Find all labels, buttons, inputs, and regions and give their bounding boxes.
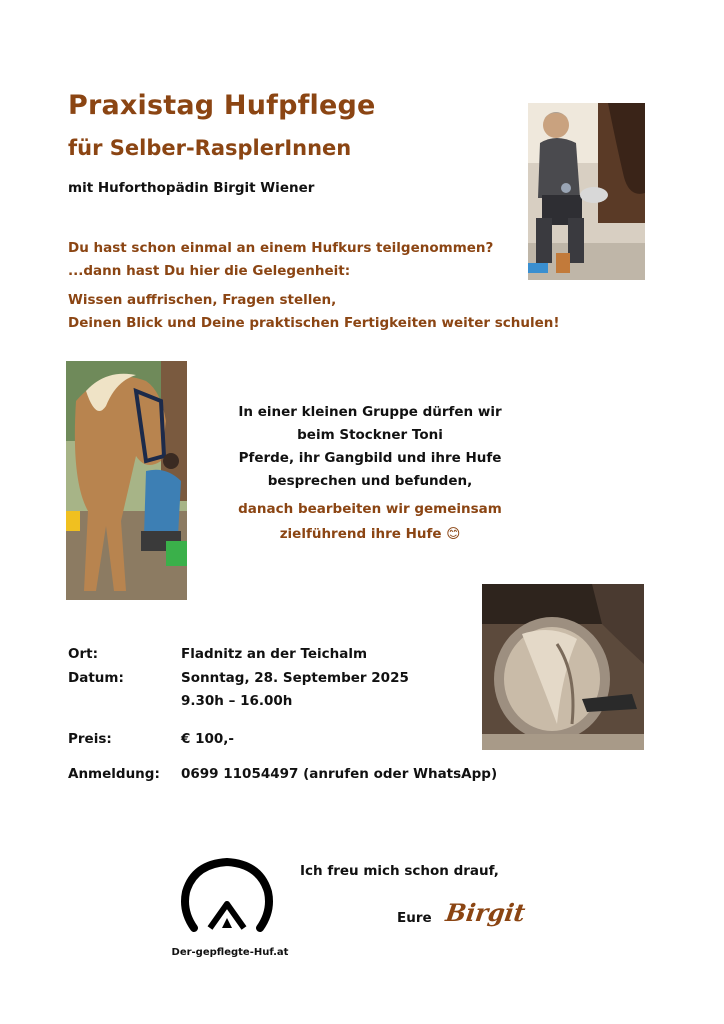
photo-horse-hoof-check bbox=[66, 361, 187, 600]
page-subtitle: für Selber-RasplerInnen bbox=[68, 136, 352, 160]
intro-line-3: Wissen auffrischen, Fragen stellen, bbox=[68, 292, 337, 308]
intro-line-4: Deinen Blick und Deine praktischen Fertigkeiten weiter schulen! bbox=[68, 315, 560, 331]
anmeldung-value: 0699 11054497 (anrufen oder WhatsApp) bbox=[181, 766, 498, 782]
description-line-4: besprechen und befunden, bbox=[267, 473, 473, 489]
description-line-5: danach bearbeiten wir gemeinsam bbox=[238, 501, 502, 517]
preis-label: Preis: bbox=[68, 731, 112, 747]
hoof-logo-icon bbox=[180, 856, 274, 936]
intro-line-2: ...dann hast Du hier die Gelegenheit: bbox=[68, 263, 351, 279]
ort-value: Fladnitz an der Teichalm bbox=[181, 646, 368, 662]
byline: mit Huforthopädin Birgit Wiener bbox=[68, 180, 315, 196]
photo-hoof-closeup bbox=[482, 584, 644, 750]
closing-text: Ich freu mich schon drauf, bbox=[300, 863, 499, 879]
description-line-3: Pferde, ihr Gangbild und ihre Hufe bbox=[238, 450, 502, 466]
eure-text: Eure bbox=[397, 910, 432, 926]
preis-value: € 100,- bbox=[181, 731, 235, 747]
signature: Birgit bbox=[443, 898, 528, 927]
description-line-6: zielführend ihre Hufe 😊 bbox=[279, 526, 461, 542]
ort-label: Ort: bbox=[68, 646, 98, 662]
description-line-2: beim Stockner Toni bbox=[297, 427, 443, 443]
time-value: 9.30h – 16.00h bbox=[181, 693, 293, 709]
logo-caption: Der-gepflegte-Huf.at bbox=[171, 947, 289, 958]
datum-label: Datum: bbox=[68, 670, 124, 686]
datum-value: Sonntag, 28. September 2025 bbox=[181, 670, 409, 686]
anmeldung-label: Anmeldung: bbox=[68, 766, 160, 782]
page-title: Praxistag Hufpflege bbox=[68, 90, 376, 121]
photo-hoof-trimming bbox=[528, 103, 645, 280]
description-line-1: In einer kleinen Gruppe dürfen wir bbox=[238, 404, 502, 420]
intro-line-1: Du hast schon einmal an einem Hufkurs teilgenommen? bbox=[68, 240, 494, 256]
